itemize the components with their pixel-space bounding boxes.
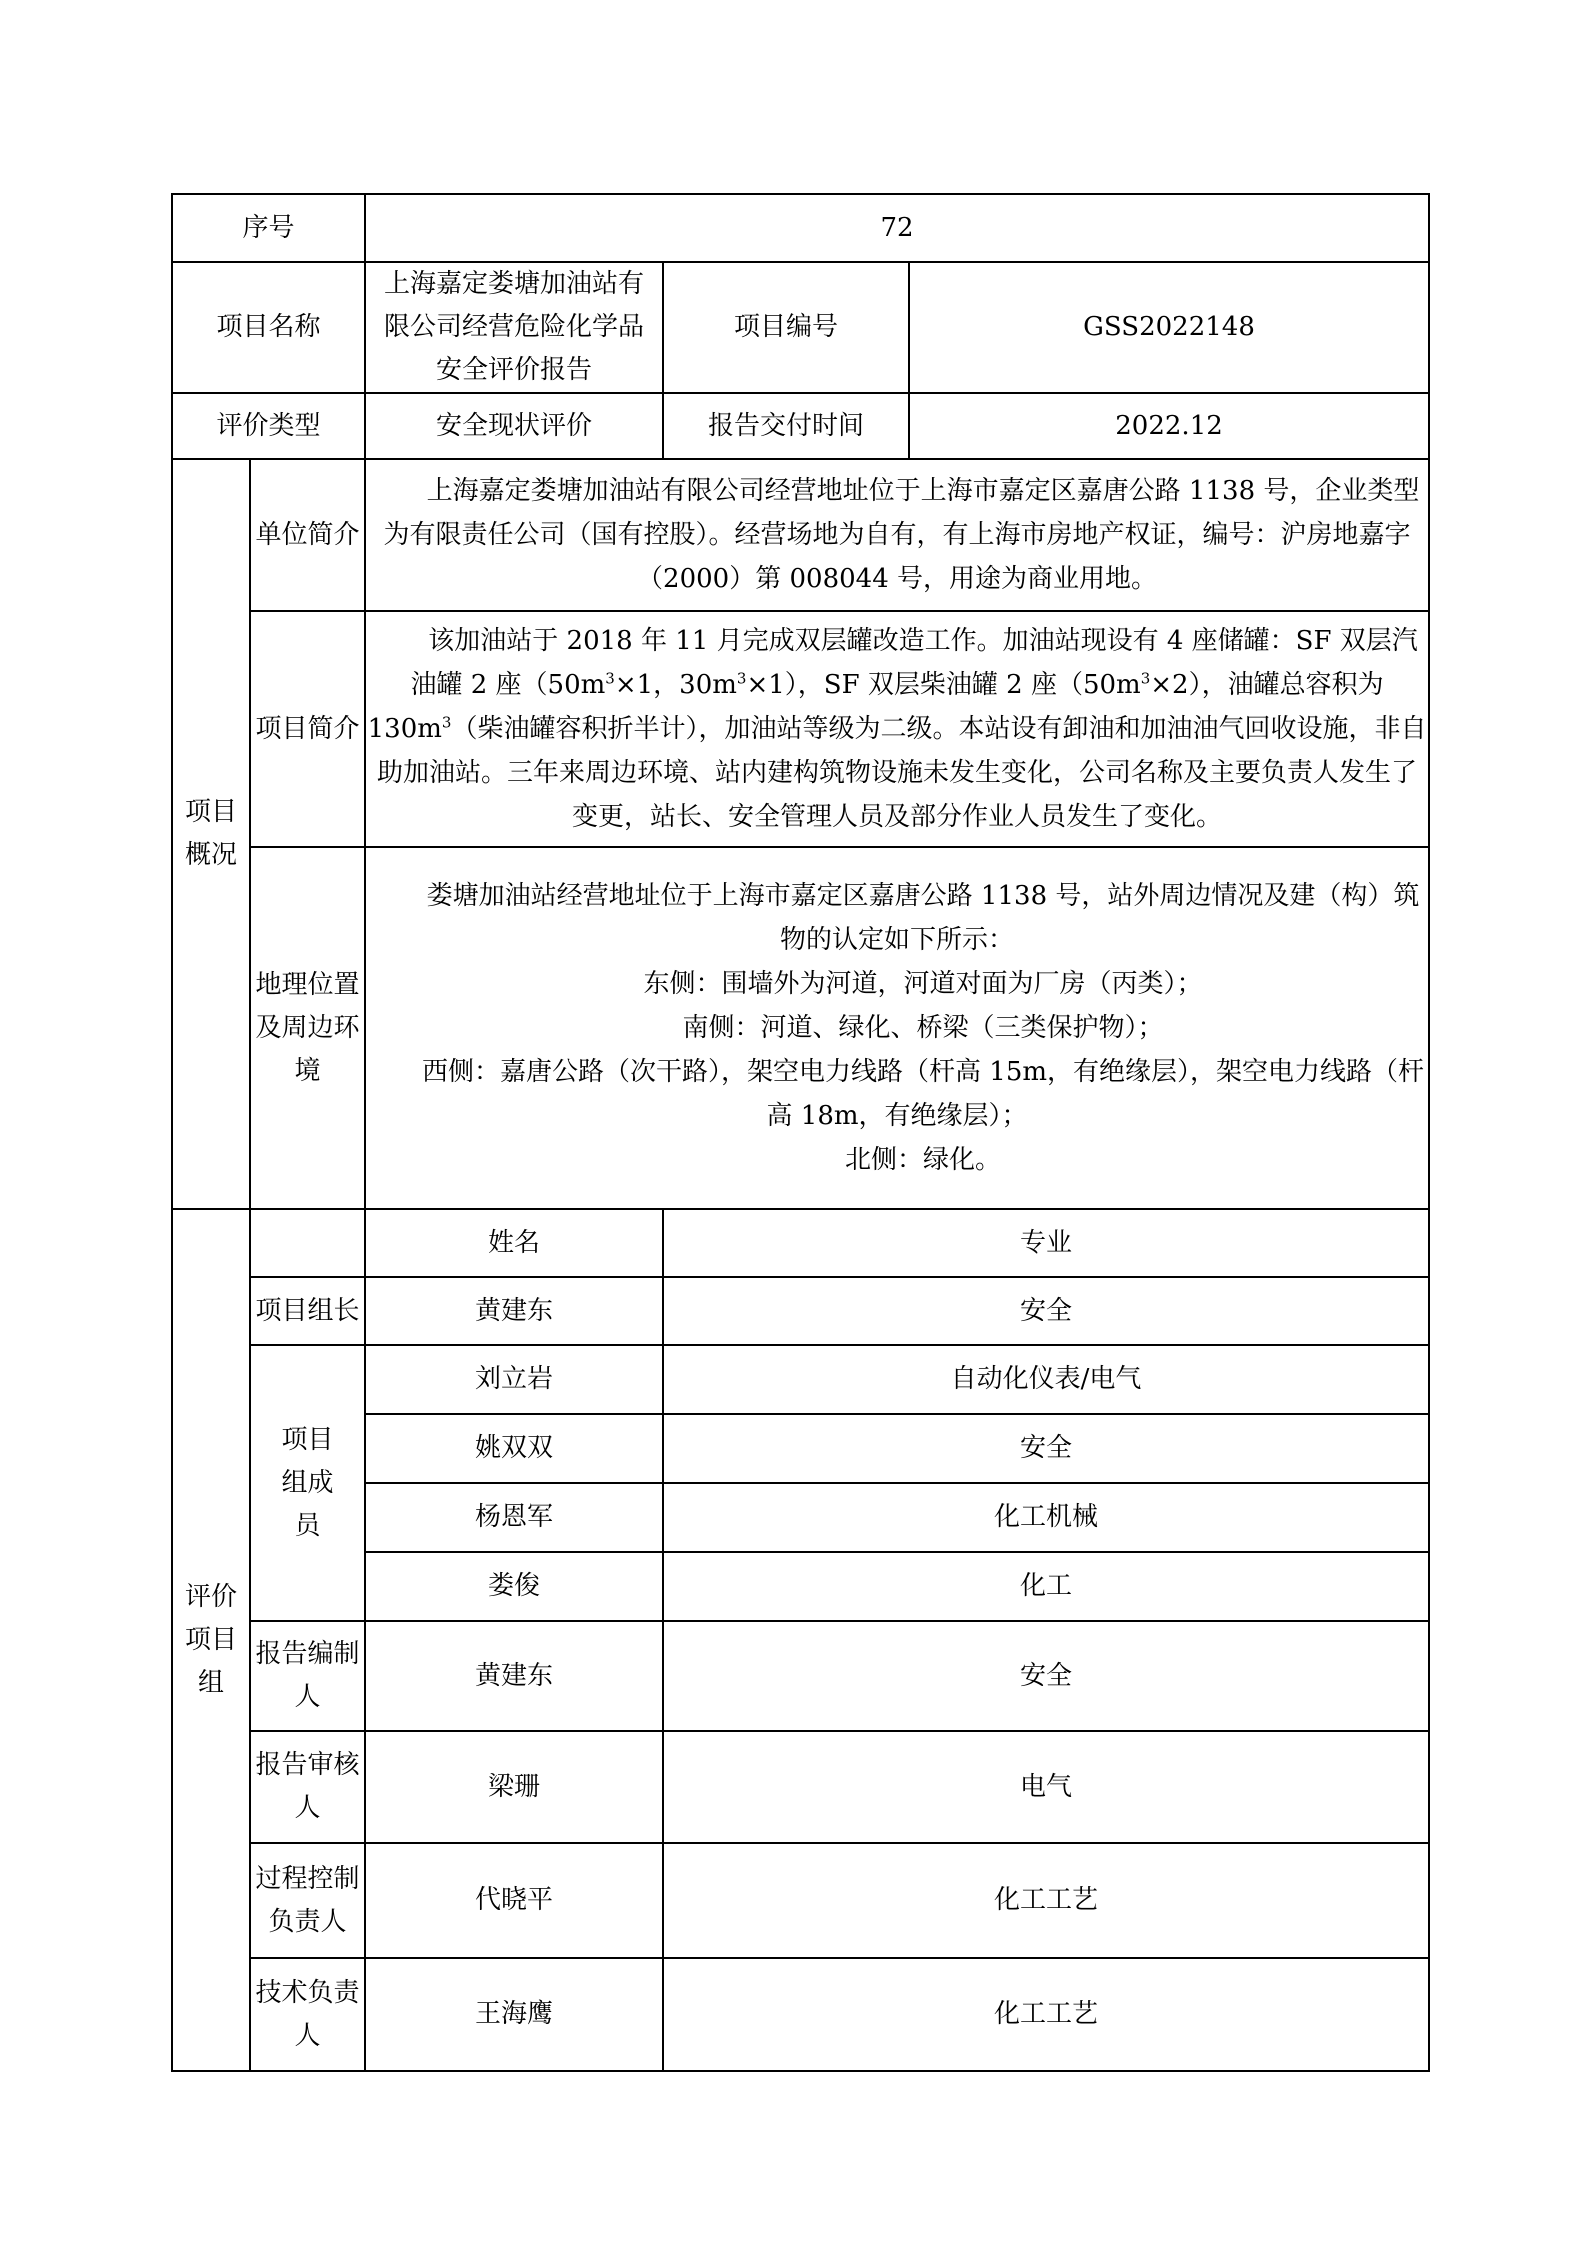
row-eval-type xyxy=(172,393,1429,459)
unit-intro-label: 单位简介 xyxy=(250,459,365,611)
geo-label: 地理位置及周边环境 xyxy=(250,847,365,1209)
geo-intro: 娄塘加油站经营地址位于上海市嘉定区嘉唐公路 1138 号，站外周边情况及建（构）筑物的认定如下所示： xyxy=(426,881,1420,955)
member-name: 杨恩军 xyxy=(365,1483,663,1552)
project-name-value: 上海嘉定娄塘加油站有限公司经营危险化学品安全评价报告 xyxy=(365,262,663,393)
members-label: 项目组成员 xyxy=(250,1345,365,1621)
seq-value: 72 xyxy=(365,194,1429,262)
row-project-intro xyxy=(172,611,1429,847)
sup-2: 3 xyxy=(736,669,747,688)
member-major: 自动化仪表/电气 xyxy=(663,1345,1429,1414)
project-intro-part-2: ×1，30m xyxy=(614,670,737,700)
leader-major: 安全 xyxy=(663,1277,1429,1345)
reviewer-label: 报告审核人 xyxy=(250,1731,365,1843)
row-process xyxy=(172,1843,1429,1958)
delivery-label: 报告交付时间 xyxy=(663,393,909,459)
header-name: 姓名 xyxy=(365,1209,663,1277)
tech-label: 技术负责人 xyxy=(250,1958,365,2071)
member-major: 安全 xyxy=(663,1414,1429,1483)
project-intro-text xyxy=(365,611,1429,847)
geo-text xyxy=(365,847,1429,1209)
member-major: 化工机械 xyxy=(663,1483,1429,1552)
sup-4: 3 xyxy=(441,713,452,732)
row-geo xyxy=(172,847,1429,1209)
process-label: 过程控制负责人 xyxy=(250,1843,365,1958)
geo-south: 南侧：河道、绿化、桥梁（三类保护物）； xyxy=(682,1013,1164,1043)
member-name: 娄俊 xyxy=(365,1552,663,1621)
row-leader xyxy=(172,1277,1429,1345)
geo-west: 西侧：嘉唐公路（次干路），架空电力线路（杆高 15m，有绝缘层），架空电力线路（杆高 18m，有绝缘层）； xyxy=(422,1057,1425,1131)
row-seq xyxy=(172,194,1429,262)
reviewer-major: 电气 xyxy=(663,1731,1429,1843)
member-name: 姚双双 xyxy=(365,1414,663,1483)
project-no-label: 项目编号 xyxy=(663,262,909,393)
project-intro-part-3: ×1），SF 双层柴油罐 2 座（50m xyxy=(746,670,1141,700)
compiler-major: 安全 xyxy=(663,1621,1429,1731)
seq-label: 序号 xyxy=(172,194,365,262)
project-intro-part-5: （柴油罐容积折半计），加油站等级为二级。本站设有卸油和加油油气回收设施，非自助加油站。三年来周边环境、站内建构筑物设施未发生变化，公司名称及主要负责人发生了变更，站长、安全管理人员及部分作业人员发生了变化。 xyxy=(377,714,1427,832)
evaluation-info-table xyxy=(171,193,1430,2072)
geo-north: 北侧：绿化。 xyxy=(845,1145,1002,1175)
leader-name: 黄建东 xyxy=(365,1277,663,1345)
member-major: 化工 xyxy=(663,1552,1429,1621)
row-compiler xyxy=(172,1621,1429,1731)
overview-group-label: 项目概况 xyxy=(172,459,250,1209)
row-unit-intro xyxy=(172,459,1429,611)
row-reviewer xyxy=(172,1731,1429,1843)
row-tech xyxy=(172,1958,1429,2071)
reviewer-name: 梁珊 xyxy=(365,1731,663,1843)
table-row xyxy=(172,1345,1429,1414)
compiler-label: 报告编制人 xyxy=(250,1621,365,1731)
leader-label: 项目组长 xyxy=(250,1277,365,1345)
team-header-blank xyxy=(250,1209,365,1277)
member-name: 刘立岩 xyxy=(365,1345,663,1414)
compiler-name: 黄建东 xyxy=(365,1621,663,1731)
tech-name: 王海鹰 xyxy=(365,1958,663,2071)
project-intro-label: 项目简介 xyxy=(250,611,365,847)
row-project-name xyxy=(172,262,1429,393)
project-name-label: 项目名称 xyxy=(172,262,365,393)
geo-east: 东侧：围墙外为河道，河道对面为厂房（丙类）； xyxy=(643,969,1203,999)
sup-1: 3 xyxy=(605,669,615,688)
team-group-label: 评价项目组 xyxy=(172,1209,250,2071)
process-major: 化工工艺 xyxy=(663,1843,1429,1958)
header-major: 专业 xyxy=(663,1209,1429,1277)
process-name: 代晓平 xyxy=(365,1843,663,1958)
project-intro-part-1: 该加油站于 2018 年 11 月完成双层罐改造工作。加油站现设有 4 座储罐：SF 双层汽油罐 2 座（50m xyxy=(410,626,1418,700)
unit-intro-text xyxy=(365,459,1429,611)
tech-major: 化工工艺 xyxy=(663,1958,1429,2071)
eval-type-label: 评价类型 xyxy=(172,393,365,459)
delivery-value: 2022.12 xyxy=(909,393,1429,459)
sup-3: 3 xyxy=(1140,669,1151,688)
project-no-value: GSS2022148 xyxy=(909,262,1429,393)
project-intro-part-4: ×2），油罐总容积为 130m xyxy=(367,670,1384,744)
unit-intro-paragraph: 上海嘉定娄塘加油站有限公司经营地址位于上海市嘉定区嘉唐公路 1138 号，企业类型为有限责任公司（国有控股）。经营场地为自有，有上海市房地产权证，编号：沪房地嘉字（2000）第 008044 号，用途为商业用地。 xyxy=(383,476,1420,594)
row-team-header xyxy=(172,1209,1429,1277)
project-intro-paragraph xyxy=(366,619,1428,839)
eval-type-value: 安全现状评价 xyxy=(365,393,663,459)
